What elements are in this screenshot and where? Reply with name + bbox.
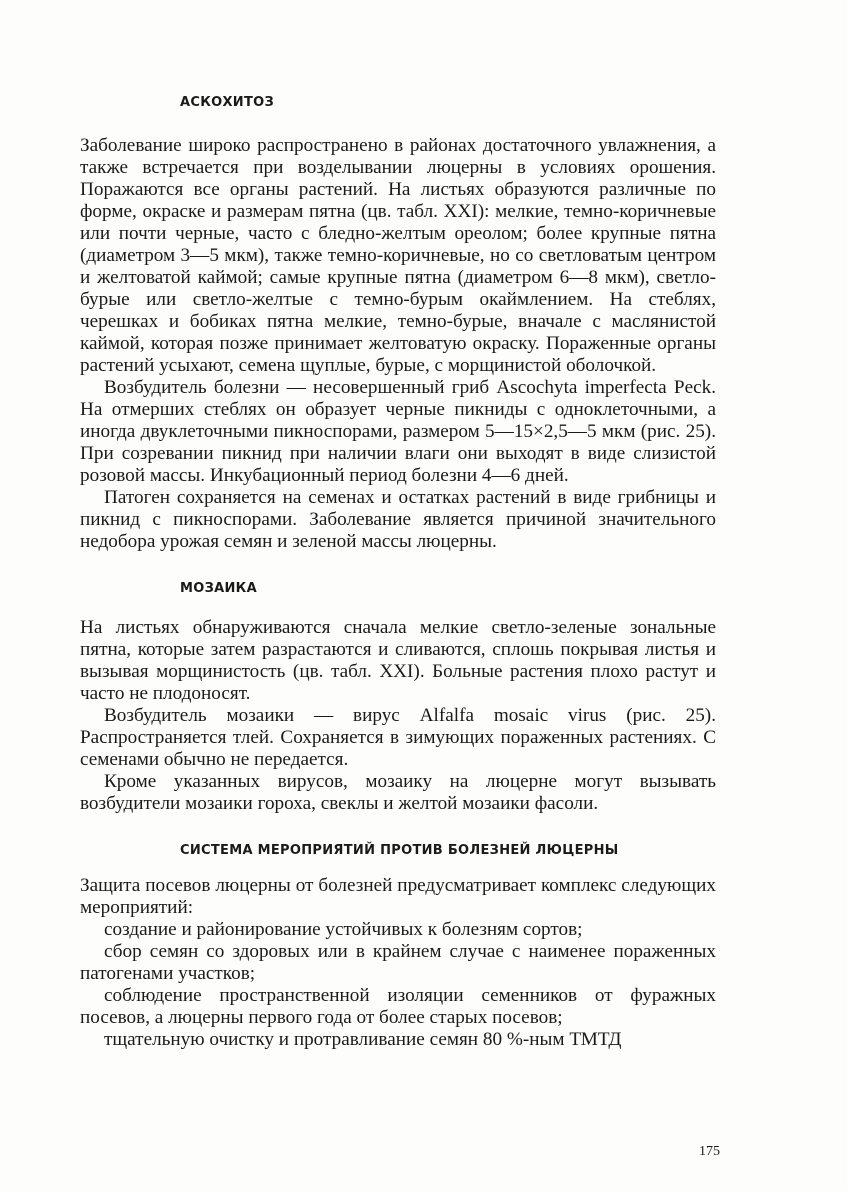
paragraph: Патоген сохраняется на семенах и остатках растений в виде грибницы и пикнид с пикноспорами. Заболевание является причиной значительного недобора урожая семян и зеленой массы люцерны. xyxy=(80,487,716,552)
list-item: соблюдение пространственной изоляции семенников от фуражных посевов, а люцерны первого года от более старых посевов; xyxy=(80,985,716,1028)
list-item: создание и районирование устойчивых к болезням сортов; xyxy=(104,919,583,940)
paragraph: Возбудитель мозаики — вирус Alfalfa mosaic virus (рис. 25). Распространяется тлей. Сохраняется в зимующих пораженных растениях. С семенами обычно не передается. xyxy=(80,705,716,770)
section-heading-system: СИСТЕМА МЕРОПРИЯТИЙ ПРОТИВ БОЛЕЗНЕЙ ЛЮЦЕРНЫ xyxy=(180,843,619,858)
page-number: 175 xyxy=(699,1144,720,1159)
paragraph: Возбудитель болезни — несовершенный гриб Ascochyta imperfecta Peck. На отмерших стеблях он образует черные пикниды с одноклеточными, а иногда двуклеточными пикноспорами, размером 5—15×2,5—5 мкм (рис. 25). При созревании пикнид при наличии влаги они выходят в виде слизистой розовой массы. Инкубационный период болезни 4—6 дней. xyxy=(80,377,716,486)
list-item: сбор семян со здоровых или в крайнем случае с наименее пораженных патогенами участков; xyxy=(80,941,716,984)
section-heading-mosaic: МОЗАИКА xyxy=(180,581,257,596)
paragraph: На листьях обнаруживаются сначала мелкие светло-зеленые зональные пятна, которые затем разрастаются и сливаются, сплошь покрывая листья и вызывая морщинистость (цв. табл. XXI). Больные растения плохо растут и часто не плодоносят. xyxy=(80,617,716,704)
list-item: тщательную очистку и протравливание семян 80 %-ным ТМТД xyxy=(104,1029,622,1050)
paragraph: Защита посевов люцерны от болезней предусматривает комплекс следующих мероприятий: xyxy=(80,875,716,918)
section-heading-ascochyta: АСКОХИТОЗ xyxy=(180,95,275,110)
paragraph: Заболевание широко распространено в районах достаточного увлажнения, а также встречается при возделывании люцерны в условиях орошения. Поражаются все органы растений. На листьях образуются различные по форме, окраске и размерам пятна (цв. табл. XXI): мелкие, темно-коричневые или почти черные, часто с бледно-желтым ореолом; более крупные пятна (диаметром 3—5 мкм), также темно-коричневые, но со светловатым центром и желтоватой каймой; самые крупные пятна (диаметром 6—8 мкм), светло-бурые или светло-желтые с темно-бурым окаймлением. На стеблях, черешках и бобиках пятна мелкие, темно-бурые, вначале с маслянистой каймой, которая позже принимает желтоватую окраску. Пораженные органы растений усыхают, семена щуплые, бурые, с морщинистой оболочкой. xyxy=(80,135,716,376)
paragraph: Кроме указанных вирусов, мозаику на люцерне могут вызывать возбудители мозаики гороха, свеклы и желтой мозаики фасоли. xyxy=(80,771,716,814)
text-column xyxy=(80,90,716,1051)
